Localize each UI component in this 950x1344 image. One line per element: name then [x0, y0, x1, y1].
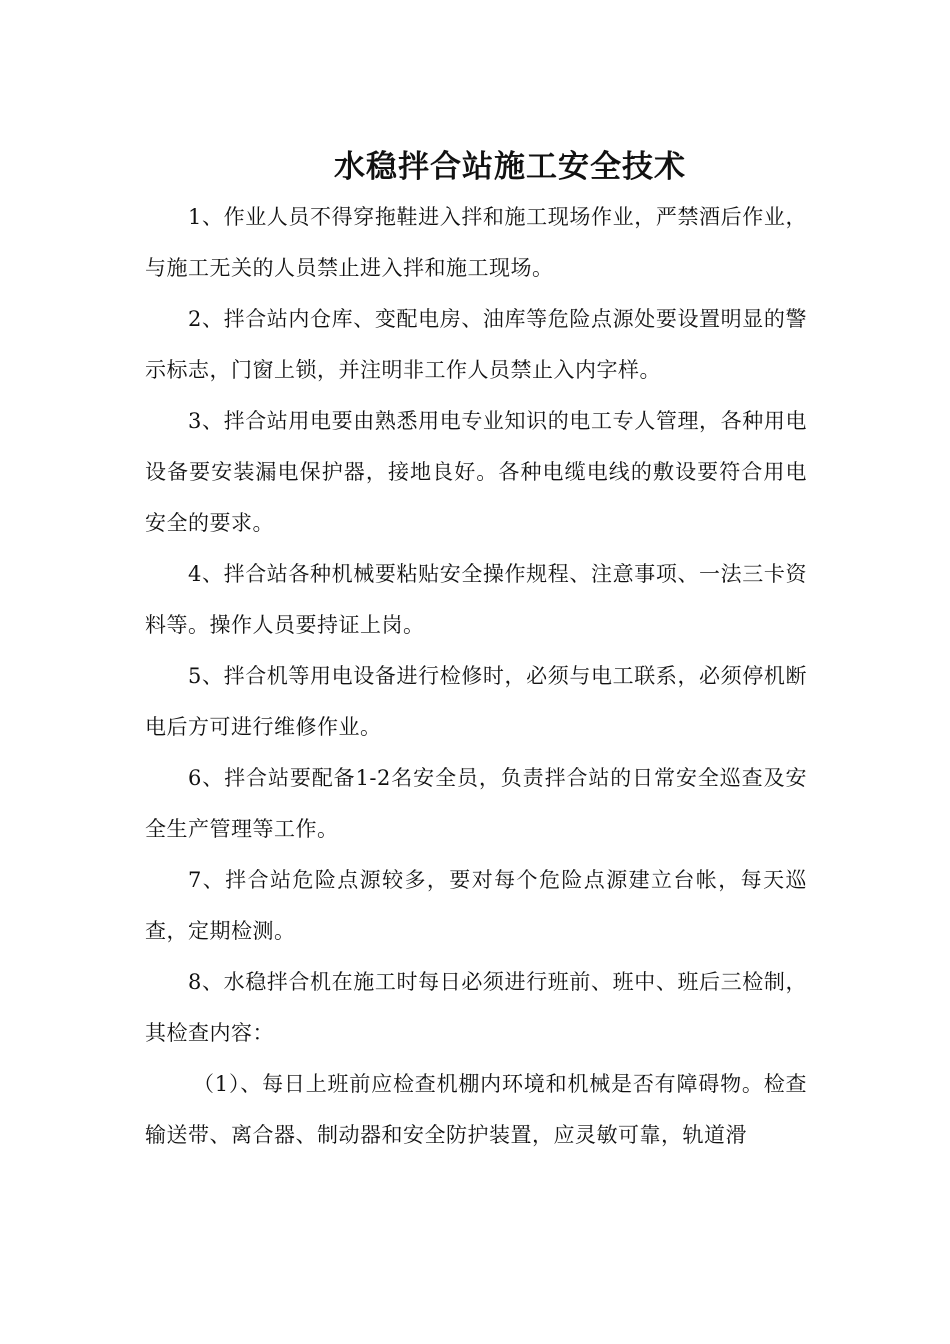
paragraph-7: 7、拌合站危险点源较多，要对每个危险点源建立台帐，每天巡查，定期检测。: [145, 868, 807, 943]
document-body: [145, 192, 807, 1161]
paragraph-4: 4、拌合站各种机械要粘贴安全操作规程、注意事项、一法三卡资料等。操作人员要持证上岗。: [145, 562, 807, 637]
paragraph-2: 2、拌合站内仓库、变配电房、油库等危险点源处要设置明显的警示标志，门窗上锁，并注明非工作人员禁止入内字样。: [145, 307, 807, 382]
paragraph-5: 5、拌合机等用电设备进行检修时，必须与电工联系，必须停机断电后方可进行维修作业。: [145, 664, 807, 739]
paragraph-8-item-1: （1）、每日上班前应检查机棚内环境和机械是否有障碍物。检查输送带、离合器、制动器和安全防护装置，应灵敏可靠，轨道滑: [145, 1072, 807, 1147]
paragraph-6: 6、拌合站要配备1-2名安全员，负责拌合站的日常安全巡查及安全生产管理等工作。: [145, 766, 807, 841]
paragraph-3: 3、拌合站用电要由熟悉用电专业知识的电工专人管理，各种用电设备要安装漏电保护器，接地良好。各种电缆电线的敷设要符合用电安全的要求。: [145, 409, 807, 535]
paragraph-8: 8、水稳拌合机在施工时每日必须进行班前、班中、班后三检制，其检查内容：: [145, 970, 807, 1045]
paragraph-1: 1、作业人员不得穿拖鞋进入拌和施工现场作业，严禁酒后作业，与施工无关的人员禁止进入拌和施工现场。: [145, 205, 807, 280]
document-title: 水稳拌合站施工安全技术: [334, 148, 686, 185]
